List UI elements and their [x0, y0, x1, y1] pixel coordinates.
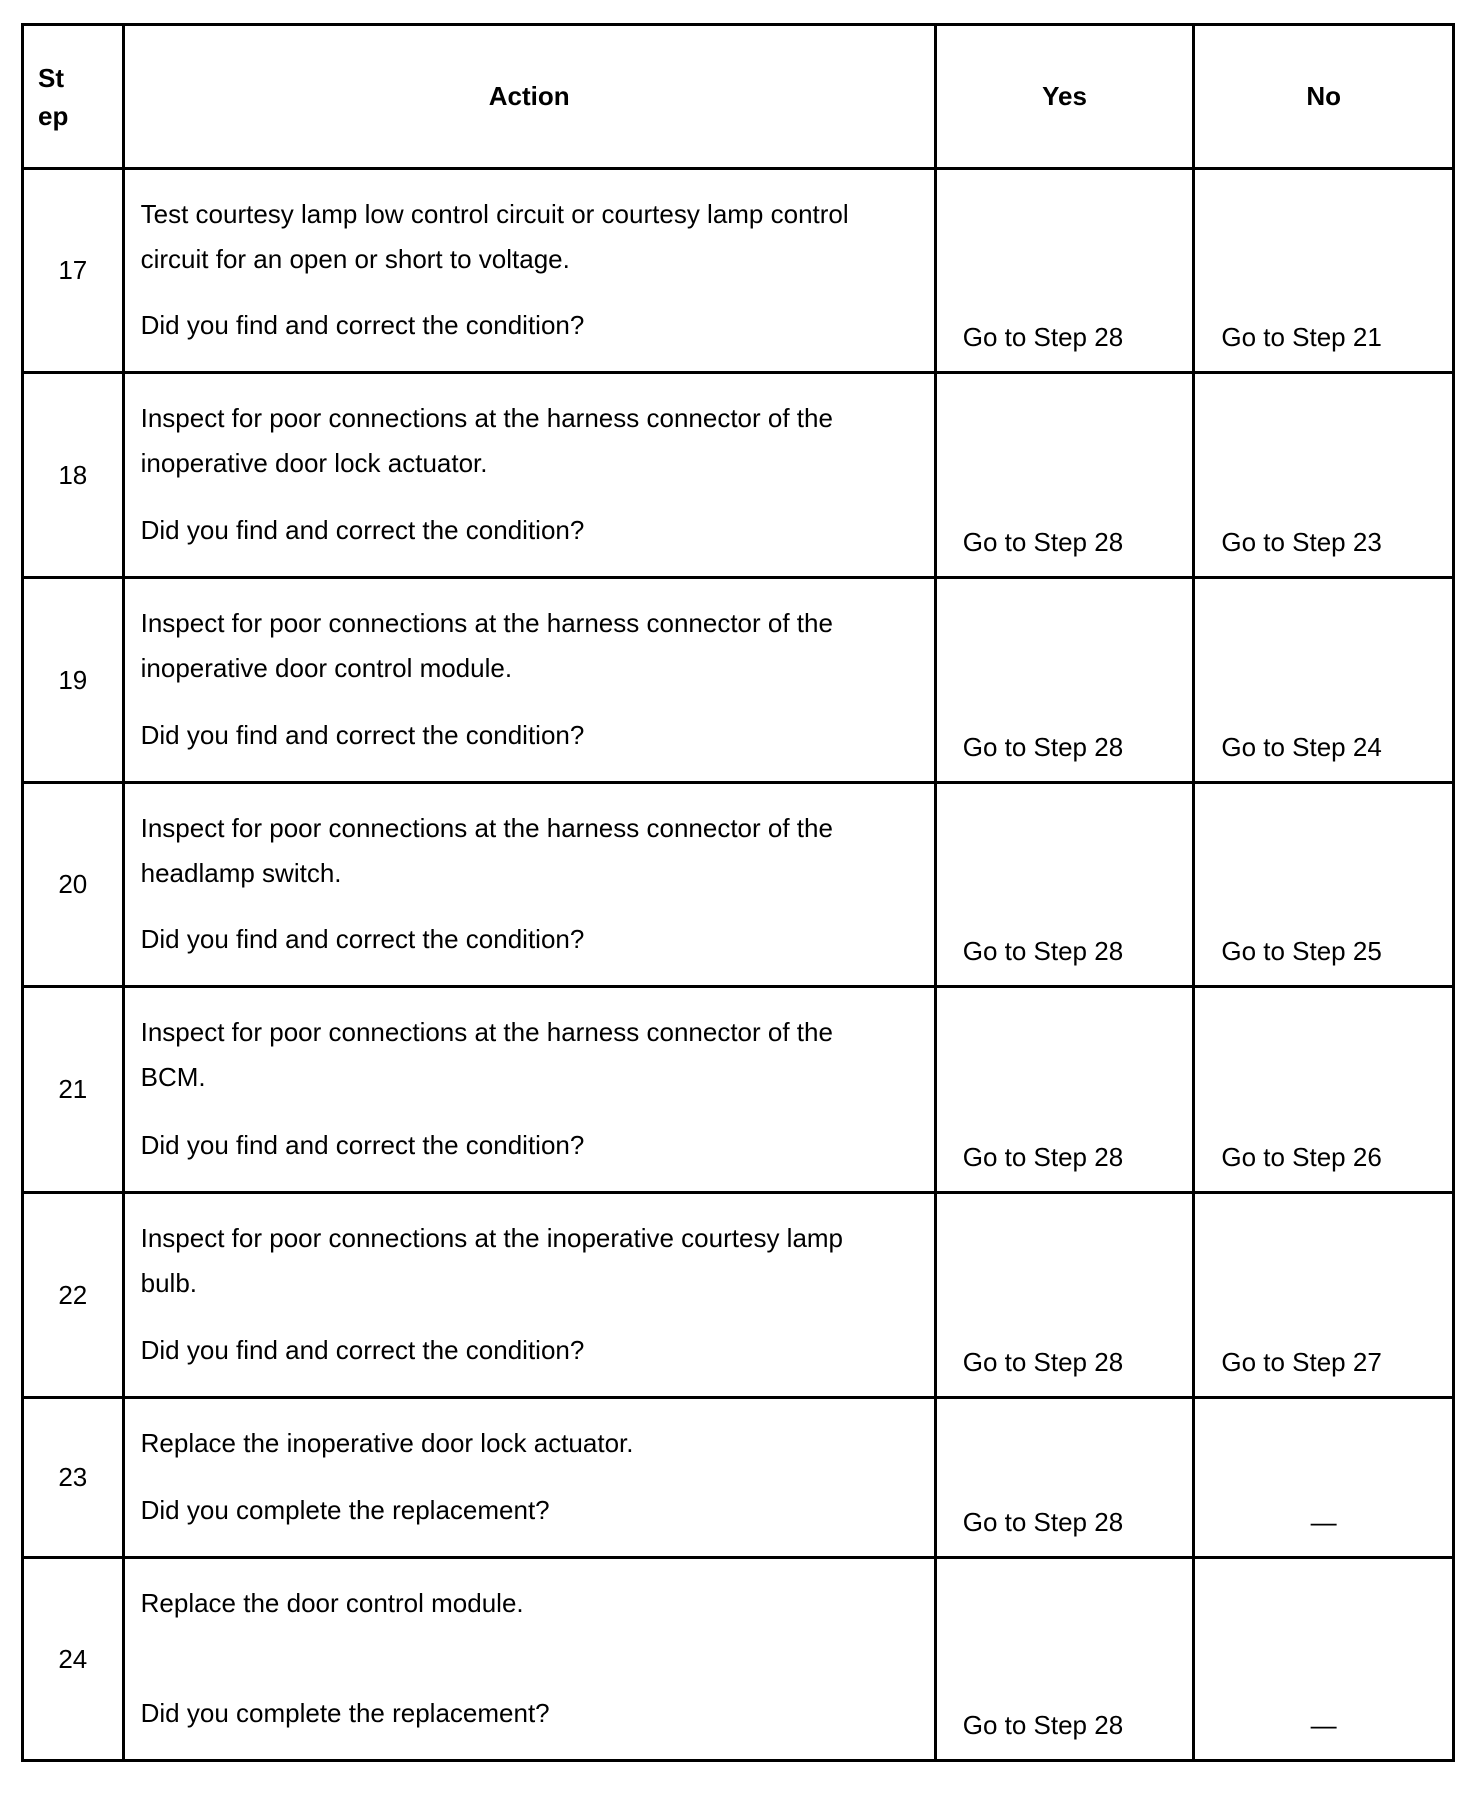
- action-cell: [123, 783, 935, 987]
- diagnostic-steps-table: [21, 23, 1455, 1762]
- no-result: Go to Step 24: [1221, 732, 1382, 762]
- no-cell: [1194, 373, 1454, 578]
- action-question: Did you complete the replacement?: [140, 1495, 550, 1525]
- step-number: 22: [23, 1193, 124, 1398]
- no-cell: [1194, 169, 1454, 373]
- step-number: 20: [23, 783, 124, 987]
- no-result: —: [1310, 1710, 1337, 1740]
- action-question: Did you find and correct the condition?: [140, 720, 585, 750]
- action-cell: [123, 578, 935, 783]
- table-row: [23, 1193, 1454, 1398]
- yes-result: Go to Step 28: [962, 936, 1124, 966]
- action-cell: [123, 373, 935, 578]
- action-text: Replace the door control module.: [140, 1588, 524, 1618]
- no-result: Go to Step 26: [1221, 1142, 1382, 1172]
- action-text: Inspect for poor connections at the harness connector of the headlamp switch.: [140, 813, 833, 888]
- yes-cell: [935, 987, 1194, 1193]
- no-result: Go to Step 23: [1221, 527, 1382, 557]
- action-question: Did you find and correct the condition?: [140, 515, 585, 545]
- yes-result: Go to Step 28: [962, 322, 1124, 352]
- header-yes: Yes: [935, 25, 1194, 169]
- header-no: No: [1194, 25, 1454, 169]
- yes-cell: [935, 783, 1194, 987]
- header-step: [23, 25, 124, 169]
- yes-result: Go to Step 28: [962, 1507, 1124, 1537]
- table-row: [23, 1398, 1454, 1558]
- yes-result: Go to Step 28: [962, 1142, 1124, 1172]
- yes-cell: [935, 1558, 1194, 1761]
- no-cell: [1194, 1193, 1454, 1398]
- yes-cell: [935, 1398, 1194, 1558]
- action-question: Did you find and correct the condition?: [140, 310, 585, 340]
- step-number: 18: [23, 373, 124, 578]
- action-question: Did you find and correct the condition?: [140, 924, 585, 954]
- no-result: Go to Step 25: [1221, 936, 1382, 966]
- action-text: Test courtesy lamp low control circuit or courtesy lamp control circuit for an open or short to voltage.: [140, 199, 849, 274]
- step-number: 19: [23, 578, 124, 783]
- header-step-label: St ep: [38, 62, 69, 131]
- action-question: Did you find and correct the condition?: [140, 1335, 585, 1365]
- no-cell: [1194, 1398, 1454, 1558]
- yes-cell: [935, 373, 1194, 578]
- header-row: [23, 25, 1454, 169]
- action-cell: [123, 1193, 935, 1398]
- no-cell: [1194, 987, 1454, 1193]
- yes-result: Go to Step 28: [962, 527, 1124, 557]
- yes-cell: [935, 1193, 1194, 1398]
- action-question: Did you complete the replacement?: [140, 1698, 550, 1728]
- no-cell: [1194, 578, 1454, 783]
- header-action: Action: [123, 25, 935, 169]
- no-result: —: [1310, 1507, 1337, 1537]
- step-number: 17: [23, 169, 124, 373]
- yes-cell: [935, 578, 1194, 783]
- no-cell: [1194, 783, 1454, 987]
- table-row: [23, 1558, 1454, 1761]
- action-text: Inspect for poor connections at the inoperative courtesy lamp bulb.: [140, 1223, 844, 1298]
- no-result: Go to Step 21: [1221, 322, 1382, 352]
- yes-result: Go to Step 28: [962, 732, 1124, 762]
- action-text: Inspect for poor connections at the harness connector of the BCM.: [140, 1017, 833, 1092]
- table-row: [23, 783, 1454, 987]
- action-cell: [123, 987, 935, 1193]
- action-text: Inspect for poor connections at the harness connector of the inoperative door lock actuator.: [140, 403, 833, 478]
- step-number: 21: [23, 987, 124, 1193]
- yes-result: Go to Step 28: [962, 1710, 1124, 1740]
- table-row: [23, 169, 1454, 373]
- no-result: Go to Step 27: [1221, 1347, 1382, 1377]
- table-row: [23, 373, 1454, 578]
- action-cell: [123, 1398, 935, 1558]
- action-text: Inspect for poor connections at the harness connector of the inoperative door control module.: [140, 608, 833, 683]
- action-cell: [123, 169, 935, 373]
- action-cell: [123, 1558, 935, 1761]
- yes-result: Go to Step 28: [962, 1347, 1124, 1377]
- step-number: 24: [23, 1558, 124, 1761]
- yes-cell: [935, 169, 1194, 373]
- table-row: [23, 578, 1454, 783]
- table-row: [23, 987, 1454, 1193]
- no-cell: [1194, 1558, 1454, 1761]
- step-number: 23: [23, 1398, 124, 1558]
- action-question: Did you find and correct the condition?: [140, 1130, 585, 1160]
- action-text: Replace the inoperative door lock actuator.: [140, 1428, 634, 1458]
